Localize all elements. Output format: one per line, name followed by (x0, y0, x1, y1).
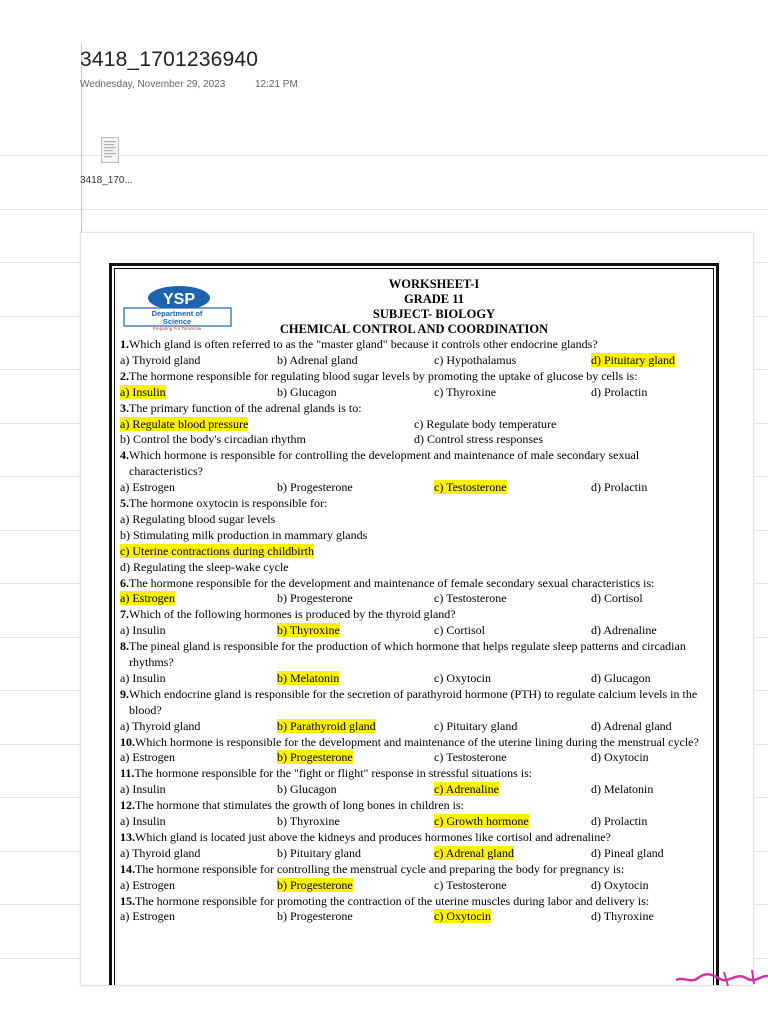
worksheet-topic: CHEMICAL CONTROL AND COORDINATION (279, 322, 549, 336)
page-title[interactable]: 3418_1701236940 (80, 48, 259, 71)
answer-option: d) Adrenaline (591, 623, 657, 638)
question-7 (120, 607, 708, 623)
question-14 (120, 862, 708, 878)
question-number: 10. (120, 734, 135, 749)
pdf-file-icon[interactable] (101, 137, 119, 163)
options-row (120, 846, 708, 862)
answer-option: a) Insulin (120, 670, 166, 685)
options-row (120, 560, 708, 576)
answer-option: b) Parathyroid gland (277, 718, 376, 733)
question-text: The hormone oxytocin is responsible for: (129, 495, 328, 510)
answer-option: c) Thyroxine (434, 384, 497, 399)
ysp-logo (121, 285, 234, 331)
question-text: The hormone responsible for the "fight or flight" response in stressful situations is: (134, 766, 533, 781)
page-date: Wednesday, November 29, 2023 (80, 79, 226, 90)
answer-option: b) Progesterone (277, 909, 353, 924)
question-number: 8. (120, 639, 129, 654)
question-number: 9. (120, 686, 129, 701)
question-15 (120, 894, 708, 910)
pen-scribble (676, 966, 768, 988)
question-list (120, 337, 708, 925)
answer-option: b) Progesterone (277, 877, 353, 892)
question-9 (120, 687, 708, 719)
question-1 (120, 337, 708, 353)
svg-text:Department of: Department of (151, 309, 203, 318)
question-text: The hormone that stimulates the growth of long bones in children is: (135, 798, 464, 813)
question-number: 12. (120, 798, 135, 813)
answer-option: a) Estrogen (120, 591, 175, 606)
question-12 (120, 798, 708, 814)
question-text: Which hormone is responsible for the development and maintenance of the uterine lining during the menstrual cycle? (135, 734, 699, 749)
question-text: Which gland is often referred to as the "master gland" because it controls other endocrine glands? (129, 337, 598, 351)
question-number: 15. (120, 893, 135, 908)
answer-option: b) Pituitary gland (277, 845, 361, 860)
answer-option: b) Stimulating milk production in mammary glands (120, 527, 368, 542)
question-number: 4. (120, 448, 129, 463)
question-number: 14. (120, 861, 135, 876)
options-row (120, 480, 708, 496)
options-row (120, 782, 708, 798)
answer-option: d) Cortisol (591, 591, 643, 606)
svg-text:Preparing For Tomorrow: Preparing For Tomorrow (152, 326, 202, 331)
answer-option: a) Insulin (120, 623, 166, 638)
worksheet-grade: GRADE 11 (403, 292, 465, 306)
question-8 (120, 639, 708, 671)
answer-option: b) Progesterone (277, 750, 353, 765)
options-row (120, 878, 708, 894)
options-row (120, 814, 708, 830)
answer-option: c) Testosterone (434, 877, 507, 892)
answer-option: b) Thyroxine (277, 814, 340, 829)
answer-option: a) Estrogen (120, 877, 175, 892)
question-text: The pineal gland is responsible for the production of which hormone that helps regulate sleep patterns and circadian rhythms? (129, 639, 686, 670)
options-row (120, 432, 708, 448)
question-text: Which endocrine gland is responsible for the secretion of parathyroid hormone (PTH) to regulate calcium levels in the blood? (129, 686, 698, 717)
answer-option: a) Insulin (120, 782, 166, 797)
answer-option: c) Pituitary gland (434, 718, 518, 733)
question-number: 6. (120, 575, 129, 590)
options-row (120, 353, 708, 369)
options-row (120, 544, 708, 560)
question-text: Which gland is located just above the kidneys and produces hormones like cortisol and adrenaline? (135, 829, 611, 844)
answer-option: d) Thyroxine (591, 909, 654, 924)
answer-option: d) Prolactin (591, 480, 648, 495)
question-number: 1. (120, 337, 129, 351)
options-row (120, 528, 708, 544)
question-13 (120, 830, 708, 846)
question-text: The hormone responsible for controlling the menstrual cycle and preparing the body for pregnancy is: (135, 861, 625, 876)
pdf-printout-frame (80, 232, 754, 986)
answer-option: c) Oxytocin (434, 909, 491, 924)
options-row (120, 512, 708, 528)
answer-option: a) Estrogen (120, 909, 175, 924)
answer-option: d) Glucagon (591, 670, 651, 685)
answer-option: c) Regulate body temperature (414, 416, 557, 431)
answer-option: a) Thyroid gland (120, 352, 201, 367)
question-number: 13. (120, 829, 135, 844)
answer-option: a) Insulin (120, 384, 166, 399)
question-5 (120, 496, 708, 512)
question-number: 2. (120, 368, 129, 383)
answer-option: d) Melatonin (591, 782, 654, 797)
question-text: The hormone responsible for promoting the contraction of the uterine muscles during labor and delivery is: (135, 893, 650, 908)
question-number: 7. (120, 607, 129, 622)
question-text: The primary function of the adrenal glands is to: (129, 400, 362, 415)
answer-option: c) Testosterone (434, 591, 507, 606)
answer-option: a) Estrogen (120, 480, 175, 495)
options-row (120, 750, 708, 766)
question-6 (120, 576, 708, 592)
question-text: Which of the following hormones is produced by the thyroid gland? (129, 607, 456, 622)
answer-option: d) Oxytocin (591, 877, 649, 892)
answer-option: a) Insulin (120, 814, 166, 829)
options-row (120, 591, 708, 607)
answer-option: c) Growth hormone (434, 814, 529, 829)
options-row (120, 623, 708, 639)
answer-option: c) Adrenal gland (434, 845, 514, 860)
answer-option: b) Glucagon (277, 782, 337, 797)
answer-option: d) Control stress responses (414, 432, 543, 447)
svg-text:YSP: YSP (162, 291, 196, 308)
options-row (120, 417, 708, 433)
answer-option: b) Progesterone (277, 480, 353, 495)
answer-option: a) Estrogen (120, 750, 175, 765)
page-time: 12:21 PM (255, 79, 298, 90)
answer-option: c) Hypothalamus (434, 352, 517, 367)
question-2 (120, 369, 708, 385)
attachment-name[interactable]: 3418_170... (80, 175, 133, 186)
answer-option: d) Oxytocin (591, 750, 649, 765)
answer-option: b) Glucagon (277, 384, 337, 399)
answer-option: d) Prolactin (591, 384, 648, 399)
answer-option: d) Prolactin (591, 814, 648, 829)
svg-text:Science: Science (162, 317, 192, 326)
worksheet-border (109, 263, 719, 986)
answer-option: d) Pituitary gland (591, 352, 675, 367)
answer-option: a) Thyroid gland (120, 845, 201, 860)
answer-option: c) Uterine contractions during childbirth (120, 543, 314, 558)
answer-option: a) Regulate blood pressure (120, 416, 249, 431)
answer-option: b) Thyroxine (277, 623, 340, 638)
answer-option: c) Oxytocin (434, 670, 491, 685)
worksheet-title: WORKSHEET-I (388, 277, 480, 291)
question-3 (120, 401, 708, 417)
answer-option: c) Testosterone (434, 480, 507, 495)
question-text: Which hormone is responsible for controlling the development and maintenance of male secondary sexual characteristics? (129, 448, 640, 479)
question-text: The hormone responsible for regulating blood sugar levels by promoting the uptake of glucose by cells is: (129, 368, 638, 383)
answer-option: b) Progesterone (277, 591, 353, 606)
options-row (120, 671, 708, 687)
question-11 (120, 766, 708, 782)
answer-option: c) Cortisol (434, 623, 485, 638)
options-row (120, 719, 708, 735)
options-row (120, 385, 708, 401)
answer-option: a) Regulating blood sugar levels (120, 511, 276, 526)
question-number: 11. (120, 766, 135, 781)
question-4 (120, 448, 708, 480)
answer-option: a) Thyroid gland (120, 718, 201, 733)
answer-option: d) Regulating the sleep-wake cycle (120, 559, 289, 574)
answer-option: c) Testosterone (434, 750, 507, 765)
answer-option: c) Adrenaline (434, 782, 499, 797)
answer-option: b) Control the body's circadian rhythm (120, 432, 306, 447)
question-number: 5. (120, 495, 129, 510)
options-row (120, 909, 708, 925)
answer-option: d) Adrenal gland (591, 718, 672, 733)
question-text: The hormone responsible for the development and maintenance of female secondary sexual characteristics is: (129, 575, 655, 590)
answer-option: d) Pineal gland (591, 845, 664, 860)
answer-option: b) Adrenal gland (277, 352, 358, 367)
question-number: 3. (120, 400, 129, 415)
answer-option: b) Melatonin (277, 670, 340, 685)
question-10 (120, 735, 708, 751)
worksheet-subject: SUBJECT- BIOLOGY (372, 307, 496, 321)
